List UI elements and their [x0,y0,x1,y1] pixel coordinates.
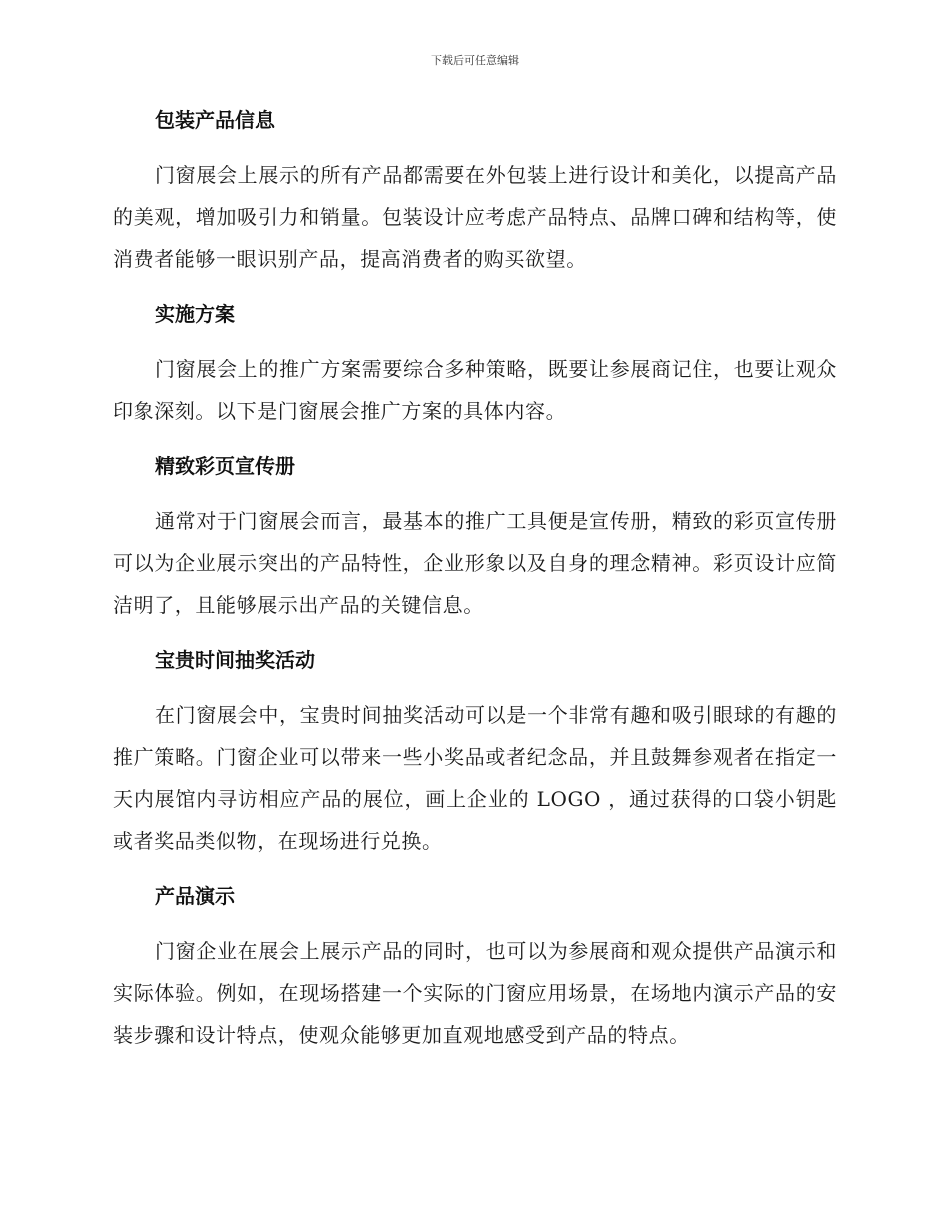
section-paragraph-packaging: 门窗展会上展示的所有产品都需要在外包装上进行设计和美化，以提高产品的美观，增加吸引力和销量。包装设计应考虑产品特点、品牌口碑和结构等，使消费者能够一眼识别产品，提高消费者的购买欲望。 [113,163,837,271]
section-heading-implementation: 实施方案 [155,302,235,326]
section-heading-lottery: 宝贵时间抽奖活动 [155,648,315,672]
section-heading-demo: 产品演示 [155,884,235,908]
document-body [113,106,837,1056]
section-paragraph-lottery: 在门窗展会中，宝贵时间抽奖活动可以是一个非常有趣和吸引眼球的有趣的推广策略。门窗企业可以带来一些小奖品或者纪念品，并且鼓舞参观者在指定一天内展馆内寻访相应产品的展位，画上企业的 LOGO ，通过获得的口袋小钥匙或者奖品类似物，在现场进行兑换。 [113,703,837,853]
page-header-note: 下载后可任意编辑 [431,54,519,67]
section-paragraph-implementation: 门窗展会上的推广方案需要综合多种策略，既要让参展商记住，也要让观众印象深刻。以下是门窗展会推广方案的具体内容。 [113,357,837,423]
section-heading-packaging: 包装产品信息 [155,108,275,132]
section-paragraph-brochure: 通常对于门窗展会而言，最基本的推广工具便是宣传册，精致的彩页宣传册可以为企业展示突出的产品特性，企业形象以及自身的理念精神。彩页设计应简洁明了，且能够展示出产品的关键信息。 [113,509,837,617]
section-paragraph-demo: 门窗企业在展会上展示产品的同时，也可以为参展商和观众提供产品演示和实际体验。例如，在现场搭建一个实际的门窗应用场景，在场地内演示产品的安装步骤和设计特点，使观众能够更加直观地感受到产品的特点。 [113,939,837,1047]
section-heading-brochure: 精致彩页宣传册 [155,454,295,478]
